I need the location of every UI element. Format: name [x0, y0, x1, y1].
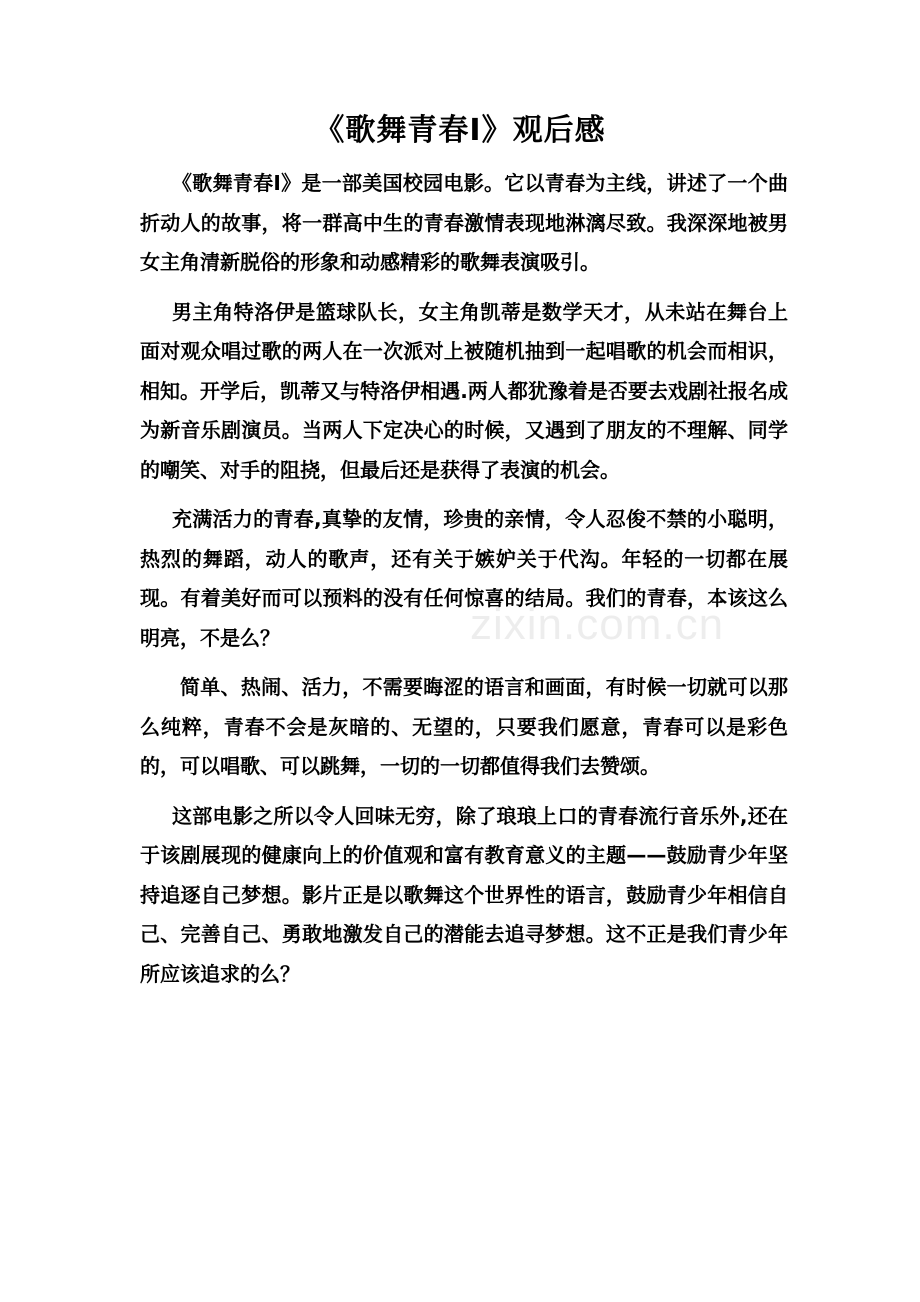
paragraph-reflection: 简单、热闹、活力，不需要晦涩的语言和画面，有时候一切就可以那么纯粹，青春不会是灰暗的、无望的，只要我们愿意，青春可以是彩色的，可以唱歌、可以跳舞，一切的一切都值得我们去赞颂。: [140, 675, 788, 778]
paragraph-intro: 《歌舞青春Ⅰ》是一部美国校园电影。它以青春为主线，讲述了一个曲折动人的故事，将一群高中生的青春激情表现地淋漓尽致。我深深地被男女主角清新脱俗的形象和动感精彩的歌舞表演吸引。: [140, 171, 788, 274]
document-title: 《歌舞青春Ⅰ》观后感: [314, 113, 606, 148]
watermark-text: zixin.com.cn: [470, 600, 725, 649]
paragraph-plot: 男主角特洛伊是篮球队长，女主角凯蒂是数学天才，从未站在舞台上面对观众唱过歌的两人在一次派对上被随机抽到一起唱歌的机会而相识，相知。开学后，凯蒂又与特洛伊相遇.两人都犹豫着是否要去戏剧社报名成为新音乐剧演员。当两人下定决心的时候，又遇到了朋友的不理解、同学的嘲笑、对手的阻挠，但最后还是获得了表演的机会。: [140, 299, 788, 482]
paragraph-themes: 充满活力的青春,真挚的友情，珍贵的亲情，令人忍俊不禁的小聪明，热烈的舞蹈，动人的歌声，还有关于嫉妒关于代沟。年轻的一切都在展现。有着美好而可以预料的没有任何惊喜的结局。我们的青春，本该这么明亮，不是么？: [140, 507, 788, 650]
paragraph-conclusion: 这部电影之所以令人回味无穷，除了琅琅上口的青春流行音乐外,还在于该剧展现的健康向上的价值观和富有教育意义的主题——鼓励青少年坚持追逐自己梦想。影片正是以歌舞这个世界性的语言，鼓励青少年相信自己、完善自己、勇敢地激发自己的潜能去追寻梦想。这不正是我们青少年所应该追求的么？: [140, 803, 788, 986]
document-body: [140, 164, 788, 1004]
